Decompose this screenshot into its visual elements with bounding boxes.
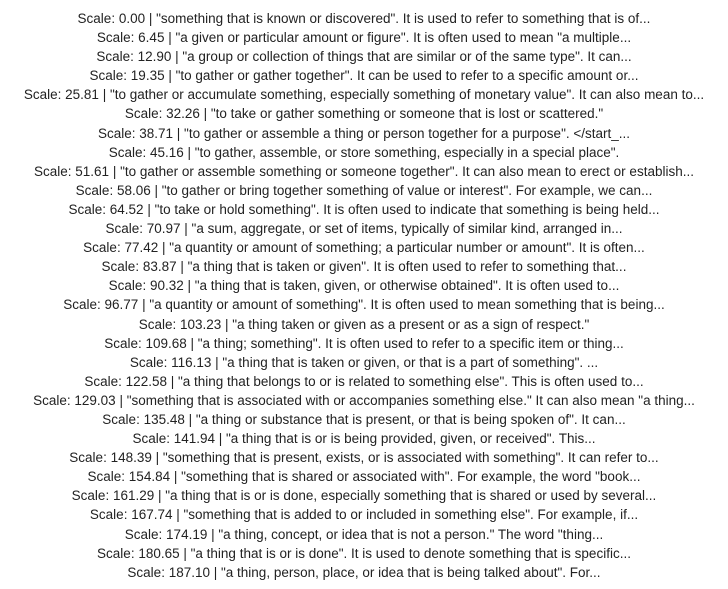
scale-line-1: Scale: 6.45 | "a given or particular amount or figure". It is often used to mean "a multiple...: [96, 30, 632, 46]
scale-line-7: Scale: 45.16 | "to gather, assemble, or store something, especially in a special place".: [108, 144, 620, 160]
scale-line-12: Scale: 77.42 | "a quantity or amount of something; a particular number or amount". It is often...: [83, 240, 645, 256]
scale-line-20: Scale: 129.03 | "something that is associated with or accompanies something else." It can also mean "a thing...: [33, 392, 695, 408]
scale-line-18: Scale: 116.13 | "a thing that is taken or given, or that is a part of something". ...: [129, 354, 599, 370]
scale-line-16: Scale: 103.23 | "a thing taken or given as a present or as a sign of respect.": [138, 316, 590, 332]
scale-line-8: Scale: 51.61 | "to gather or assemble something or someone together". It can also mean to erect or establish...: [34, 163, 694, 179]
scale-line-26: Scale: 167.74 | "something that is added to or included in something else". For example, if...: [89, 507, 639, 523]
scale-line-25: Scale: 161.29 | "a thing that is or is done, especially something that is shared or used by several...: [71, 488, 657, 504]
scale-line-4: Scale: 25.81 | "to gather or accumulate something, especially something of monetary value". It can also mean to...: [23, 87, 705, 103]
scale-line-21: Scale: 135.48 | "a thing or substance that is present, or that is being spoken of". It can...: [102, 411, 626, 427]
scale-line-9: Scale: 58.06 | "to gather or bring together something of value or interest". For example, we can...: [75, 182, 653, 198]
scale-line-3: Scale: 19.35 | "to gather or gather together". It can be used to refer to a specific amount or...: [89, 68, 639, 84]
scale-line-14: Scale: 90.32 | "a thing that is taken, given, or otherwise obtained". It is often used to...: [108, 278, 620, 294]
scale-line-13: Scale: 83.87 | "a thing that is taken or given". It is often used to refer to something that...: [101, 259, 627, 275]
scale-line-24: Scale: 154.84 | "something that is shared or associated with". For example, the word "book...: [87, 469, 641, 485]
scale-line-15: Scale: 96.77 | "a quantity or amount of something". It is often used to mean something that is being...: [63, 297, 665, 313]
scale-line-2: Scale: 12.90 | "a group or collection of things that are similar or of the same type". It can...: [96, 49, 632, 65]
scale-line-28: Scale: 180.65 | "a thing that is or is done". It is used to denote something that is specific...: [97, 545, 631, 561]
scale-line-6: Scale: 38.71 | "to gather or assemble a thing or person together for a purpose". </start_...: [97, 125, 631, 141]
scale-line-0: Scale: 0.00 | "something that is known or discovered". It is used to refer to something that is of...: [77, 11, 651, 26]
scale-line-17: Scale: 109.68 | "a thing; something". It is often used to refer to a specific item or thing...: [104, 335, 624, 351]
scale-line-10: Scale: 64.52 | "to take or hold something". It is often used to indicate that something is being held...: [68, 201, 660, 217]
scale-line-27: Scale: 174.19 | "a thing, concept, or idea that is not a person." The word "thing...: [124, 526, 604, 542]
scale-line-19: Scale: 122.58 | "a thing that belongs to or is related to something else". This is often used to...: [84, 373, 644, 389]
scale-line-22: Scale: 141.94 | "a thing that is or is being provided, given, or received". This...: [132, 431, 596, 447]
scale-line-11: Scale: 70.97 | "a sum, aggregate, or set of items, typically of similar kind, arranged in...: [105, 221, 623, 237]
scale-line-5: Scale: 32.26 | "to take or gather something or someone that is lost or scattered.": [124, 106, 604, 122]
scale-line-23: Scale: 148.39 | "something that is present, exists, or is associated with something". It can refer to...: [69, 450, 659, 466]
scale-line-29: Scale: 187.10 | "a thing, person, place, or idea that is being talked about". For...: [127, 564, 601, 580]
